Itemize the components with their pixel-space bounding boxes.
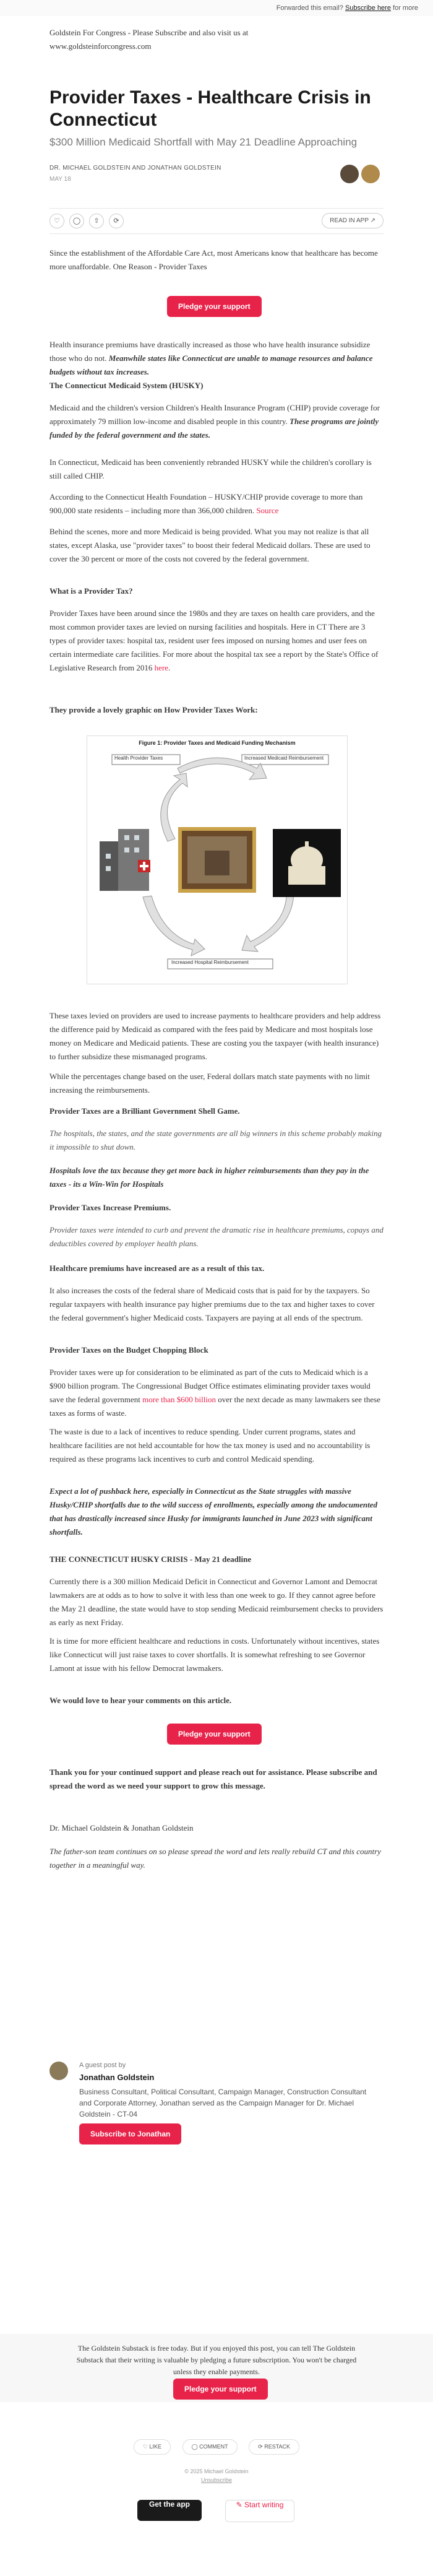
paragraph: Health insurance premiums have drastically increased as those who have health insurance subsidize those who do not. Meanwhile states like Connecticut are unable to manage resources and balance budgets without tax increases. bbox=[49, 340, 373, 376]
footer-pledge-box bbox=[0, 2334, 433, 2402]
section-heading: THE CONNECTICUT HUSKY CRISIS - May 21 deadline bbox=[49, 1555, 252, 1564]
unsubscribe-link[interactable]: Unsubscribe bbox=[200, 2477, 233, 2483]
read-in-app-button[interactable]: READ IN APP ↗ bbox=[322, 213, 384, 228]
paragraph: Medicaid and the children's version Children's Health Insurance Program (CHIP) provide coverage for approximately 79 million low-income and disabled people in this country. These programs are jointly funded by the federal government and the states. bbox=[49, 403, 380, 440]
source-link[interactable]: Source bbox=[256, 506, 279, 515]
pledge-button[interactable]: Pledge your support bbox=[167, 296, 262, 317]
copyright: © 2025 Michael Goldstein Unsubscribe bbox=[0, 2467, 433, 2484]
paragraph: Provider Taxes have been around since the 1980s and they are taxes on health care providers, and the most common provider taxes are levied on nursing facilities and hospitals. Here in CT There are 3 types of provider taxes: hospital tax, resident user fees imposed on nursing homes and user fees on certain intermediate care facilities. For more about the hospital tax see a report by the State's Office of Legislative Research from 2016 here. bbox=[49, 609, 379, 672]
paragraph: Behind the scenes, more and more Medicaid is being provided. What you may not realize is that all states, except Alaska, use "provider taxes" to boost their federal Medicaid dollars. These are used to cover the 30 percent or more of the costs not covered by the federal government. bbox=[49, 527, 371, 563]
section-heading: We would love to hear your comments on this article. bbox=[49, 1696, 232, 1705]
section-heading: Provider Taxes on the Budget Chopping Block bbox=[49, 1345, 208, 1355]
post-authors[interactable]: DR. MICHAEL GOLDSTEIN AND JONATHAN GOLDSTEIN bbox=[49, 165, 221, 171]
promo-text: Goldstein For Congress - Please Subscribe and also visit us at www.goldsteinforcongress.com bbox=[49, 28, 249, 51]
post-body bbox=[49, 0, 384, 2576]
figure-label: Health Provider Taxes bbox=[114, 755, 163, 761]
section-heading: Thank you for your continued support and please reach out for assistance. Please subscribe and spread the word as we need your support to grow this message. bbox=[49, 1767, 377, 1790]
comment-icon: ◯ bbox=[191, 2444, 200, 2450]
paragraph: It is time for more efficient healthcare and reductions in costs. Unfortunately without incentives, states like Connecticut will just raise taxes to cover shortfalls. It is somewhat refreshing to see Governor Lamont at issue with his fellow Democrat lawmakers. bbox=[49, 1636, 380, 1673]
cbo-link[interactable]: more than $600 billion bbox=[142, 1395, 216, 1404]
guest-avatar[interactable] bbox=[49, 2062, 68, 2080]
start-writing-button[interactable]: ✎ Start writing bbox=[225, 2500, 294, 2522]
post-subtitle: $300 Million Medicaid Shortfall with May 21 Deadline Approaching bbox=[49, 136, 358, 148]
footer-note: The Goldstein Substack is free today. But if you enjoyed this post, you can tell The Goldstein Substack that their writing is valuable by pledging a future subscription. You won't be charged unless they enable payments. bbox=[76, 2344, 357, 2376]
figure-label: Increased Hospital Reimbursement bbox=[171, 960, 249, 965]
heart-icon: ♡ bbox=[142, 2444, 150, 2450]
figure-title: Figure 1: Provider Taxes and Medicaid Funding Mechanism bbox=[139, 740, 296, 746]
section-heading: Provider Taxes Increase Premiums. bbox=[49, 1203, 171, 1212]
arrow-icon bbox=[143, 896, 205, 956]
paragraph: Currently there is a 300 million Medicaid Deficit in Connecticut and Governor Lamont and Democrat lawmakers are at odds as to how to solve it with less than one week to go. If they cannot agree before the May 21 deadline, the state would have to stop sending Medicaid reimbursement checks to providers as early as next Friday. bbox=[49, 1577, 384, 1627]
guest-name[interactable]: Jonathan Goldstein bbox=[79, 2073, 155, 2082]
paragraph: While the percentages change based on the user, Federal dollars match state payments with no limit increasing the reimbursements. bbox=[49, 1072, 370, 1095]
capitol-icon bbox=[273, 829, 341, 897]
paragraph: Provider taxes were intended to curb and prevent the dramatic rise in healthcare premiums, copays and deductibles covered by employer health plans. bbox=[49, 1225, 384, 1248]
subscribe-here-link[interactable]: Subscribe here bbox=[345, 4, 391, 12]
paragraph: Since the establishment of the Affordable Care Act, most Americans know that healthcare has become more unaffordable. One Reason - Provider Taxes bbox=[49, 248, 378, 271]
subscribe-jonathan-button[interactable]: Subscribe to Jonathan bbox=[79, 2123, 181, 2144]
paragraph: Expect a lot of pushback here, especially in Connecticut as the State struggles with massive Husky/CHIP shortfalls due to the wild success of enrollments, especially among the undocumented that has drastically increased since Husky for immigrants launched in June 2023 with significant shortfalls. bbox=[49, 1486, 378, 1537]
paragraph: According to the Connecticut Health Foundation – HUSKY/CHIP provide coverage to more than 900,000 state residents – including more than 366,000 children. Source bbox=[49, 492, 363, 515]
paragraph: These taxes levied on providers are used to increase payments to healthcare providers and help address the difference paid by Medicaid as compared with the fees paid by Medicare and most hospitals lose money on Medicare and Medicaid patients. These are costing you the taxpayer (with health insurance) to further subsidize these mismanaged programs. bbox=[49, 1011, 381, 1061]
pledge-button[interactable]: Pledge your support bbox=[167, 1724, 262, 1745]
restack-icon[interactable]: ⟳ bbox=[109, 214, 124, 228]
comment-button[interactable]: ◯ COMMENT bbox=[182, 2439, 238, 2455]
footer-actions bbox=[0, 2439, 433, 2455]
provider-tax-figure[interactable] bbox=[87, 735, 348, 984]
paragraph: The waste is due to a lack of incentives to reduce spending. Under current programs, states and healthcare facilities are not held accountable for how the tax money is used and no accountability is required as these programs lack incentives to curb and control Medicaid spending. bbox=[49, 1427, 371, 1464]
pledge-button[interactable]: Pledge your support bbox=[173, 2379, 268, 2400]
figure-label: Increased Medicaid Reimbursement bbox=[244, 755, 324, 761]
section-heading: Hospitals love the tax because they get more back in higher reimbursements than they pay in the taxes - its a Win-Win for Hospitals bbox=[49, 1166, 369, 1189]
section-heading: Provider Taxes are a Brilliant Government Shell Game. bbox=[49, 1106, 240, 1116]
comment-icon[interactable]: ◯ bbox=[69, 214, 84, 228]
section-heading: They provide a lovely graphic on How Provider Taxes Work: bbox=[49, 705, 258, 714]
pen-icon: ✎ bbox=[236, 2500, 245, 2509]
share-icon[interactable]: ⇧ bbox=[89, 214, 104, 228]
post-date: MAY 18 bbox=[49, 176, 71, 183]
section-heading: Healthcare premiums have increased are as a result of this tax. bbox=[49, 1264, 265, 1273]
section-heading: The Connecticut Medicaid System (HUSKY) bbox=[49, 381, 204, 390]
paragraph: In Connecticut, Medicaid has been conveniently rebranded HUSKY while the children's corollary is still called CHIP. bbox=[49, 458, 372, 480]
section-heading: What is a Provider Tax? bbox=[49, 586, 133, 596]
guest-label: A guest post by bbox=[79, 2062, 126, 2069]
report-link[interactable]: here bbox=[154, 663, 169, 672]
post-title[interactable]: Provider Taxes - Healthcare Crisis in Connecticut bbox=[49, 87, 371, 130]
figure-diagram bbox=[87, 736, 347, 984]
paragraph: The father-son team continues on so please spread the word and lets really rebuild CT and this country together in a meaningful way. bbox=[49, 1847, 381, 1870]
paragraph: Provider taxes were up for consideration to be eliminated as part of the cuts to Medicaid which is a $900 billion program. The Congressional Budget Office estimates eliminating provider taxes would save the federal government more than $600 billion over the next decade as many lawmakers see these taxes as forms of waste. bbox=[49, 1368, 380, 1418]
forward-notice: Forwarded this email? Subscribe here for more bbox=[276, 4, 418, 12]
hospital-icon bbox=[100, 829, 150, 891]
paragraph: The hospitals, the states, and the state governments are all big winners in this scheme probably making it impossible to shut down. bbox=[49, 1129, 382, 1151]
like-button[interactable]: ♡ LIKE bbox=[134, 2439, 171, 2455]
painting-icon bbox=[180, 829, 254, 891]
paragraph: It also increases the costs of the federal share of Medicaid costs that is paid for by the taxpayers. So regular taxpayers with health insurance pay higher premiums due to the tax and higher taxes to cover the federal government's higher Medicaid costs. Taxpayers are paying at all ends of the spectrum. bbox=[49, 1286, 375, 1322]
signature: Dr. Michael Goldstein & Jonathan Goldstein bbox=[49, 1823, 194, 1832]
guest-author-card bbox=[49, 2062, 384, 2161]
restack-button[interactable]: ⟳ RESTACK bbox=[249, 2439, 299, 2455]
restack-icon: ⟳ bbox=[258, 2444, 265, 2450]
guest-bio: Business Consultant, Political Consultant, Campaign Manager, Construction Consultant and Corporate Attorney, Jonathan served as the Campaign Manager for Dr. Michael Goldstein - CT-04 bbox=[79, 2088, 367, 2118]
get-app-button[interactable]: Get the app bbox=[137, 2500, 202, 2521]
heart-icon[interactable]: ♡ bbox=[49, 214, 64, 228]
